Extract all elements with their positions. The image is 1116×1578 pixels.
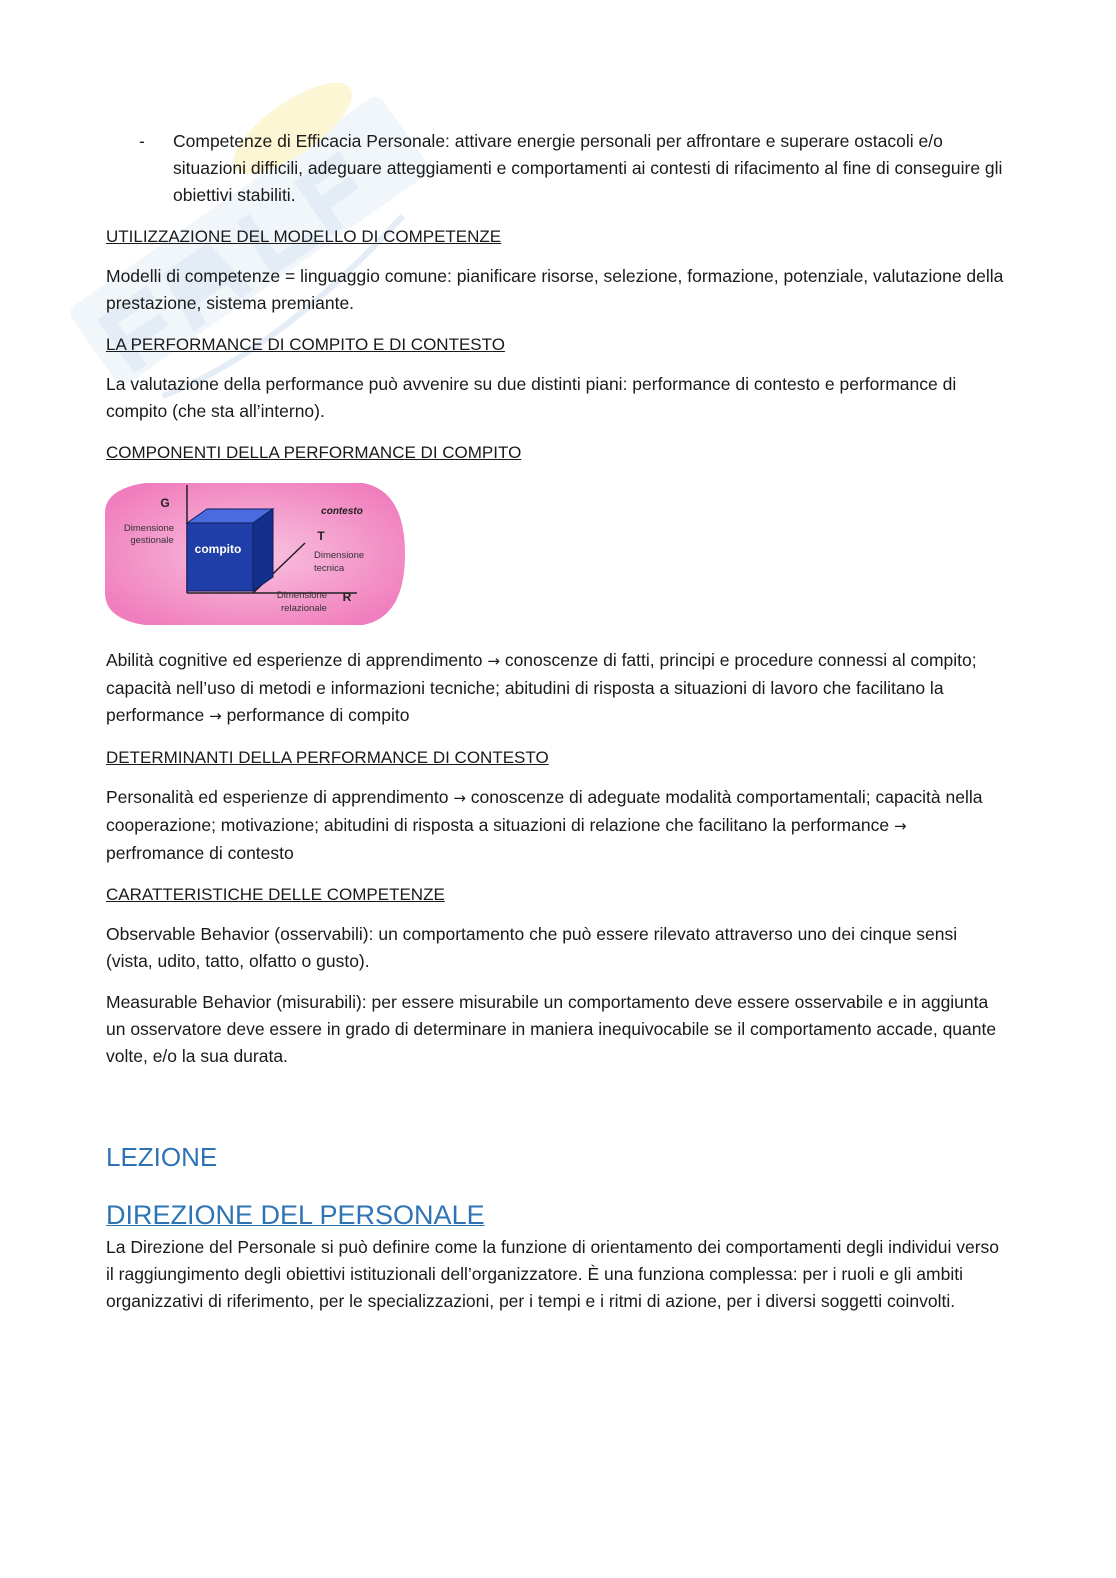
- paragraph-modelli: Modelli di competenze = linguaggio comune: pianificare risorse, selezione, formazione, potenziale, valutazione della prestazione, sistema premiante.: [106, 266, 1004, 313]
- lezione-heading: LEZIONE: [106, 1142, 218, 1172]
- g-dimension-line1: Dimensione: [123, 523, 175, 534]
- section-heading-determinanti: DETERMINANTI DELLA PERFORMANCE DI CONTESTO: [106, 748, 549, 767]
- abilita-part-b: conoscenze di fatti, principi e procedure connessi al compito; capacità nell’uso di metodi e informazioni tecniche; abitudini di risposta a situazioni di lavoro che facilitano la performance: [106, 650, 977, 725]
- document-page: [106, 128, 1006, 1329]
- paragraph-direzione: La Direzione del Personale si può definire come la funzione di orientamento dei comportamenti degli individui verso il raggiungimento degli obiettivi istituzionali dell’organizzatore. È una funziona complessa: per i ruoli e gli ambiti organizzativi di riferimento, per le specializzazioni, per i tempi e i ritmi di azione, per i diversi soggetti coinvolti.: [106, 1237, 1000, 1311]
- bullet-text: Competenze di Efficacia Personale: attivare energie personali per affrontare e superare ostacoli e/o situazioni difficili, adeguare atteggiamenti e comportamenti ai contesti di rifacimento al fine di conseguire gli obiettivi stabiliti.: [173, 131, 1003, 205]
- personalita-part-c: perfromance di contesto: [106, 843, 294, 863]
- section-heading-performance: LA PERFORMANCE DI COMPITO E DI CONTESTO: [106, 335, 505, 354]
- direzione-heading: DIREZIONE DEL PERSONALE: [106, 1200, 485, 1230]
- t-dimension-line2: tecnica: [314, 563, 345, 574]
- section-heading-caratteristiche: CARATTERISTICHE DELLE COMPETENZE: [106, 885, 445, 904]
- r-label: R: [342, 590, 352, 604]
- personalita-part-b: conoscenze di adeguate modalità comportamentali; capacità nella cooperazione; motivazione; abitudini di risposta a situazioni di relazione che facilitano la performance: [106, 787, 983, 835]
- t-label: T: [317, 529, 325, 543]
- g-label: G: [160, 496, 170, 510]
- r-dimension-line2: relazionale: [281, 603, 327, 614]
- cube-front: [187, 523, 253, 591]
- performance-diagram: [105, 481, 405, 627]
- paragraph-valutazione: La valutazione della performance può avvenire su due distinti piani: performance di contesto e performance di compito (che sta all’interno).: [106, 374, 957, 421]
- arrow-icon: →: [453, 789, 466, 807]
- bullet-item: [139, 128, 1006, 209]
- t-dimension-line1: Dimensione: [314, 550, 365, 561]
- section-heading-utilizzazione: UTILIZZAZIONE DEL MODELLO DI COMPETENZE: [106, 227, 502, 246]
- paragraph-abilita: [106, 647, 1006, 730]
- contesto-label: contesto: [321, 506, 363, 517]
- paragraph-measurable: Measurable Behavior (misurabili): per essere misurabile un comportamento deve essere osservabile e in aggiunta un osservatore deve essere in grado di determinare in maniera inequivocabile se il comportamento accade, quante volte, e/o la sua durata.: [106, 992, 997, 1066]
- paragraph-observable: Observable Behavior (osservabili): un comportamento che può essere rilevato attraverso uno dei cinque sensi (vista, udito, tatto, olfatto o gusto).: [106, 924, 958, 971]
- abilita-part-a: Abilità cognitive ed esperienze di apprendimento: [106, 650, 483, 670]
- personalita-part-a: Personalità ed esperienze di apprendimento: [106, 787, 449, 807]
- cube-side: [253, 509, 273, 591]
- g-dimension-line2: gestionale: [130, 535, 174, 546]
- arrow-icon: →: [487, 652, 500, 670]
- bullet-dash: -: [139, 131, 145, 151]
- abilita-part-c: performance di compito: [226, 705, 410, 725]
- cube-label: compito: [194, 542, 242, 556]
- r-dimension-line1: Dimensione: [276, 590, 328, 601]
- paragraph-personalita: [106, 784, 1006, 867]
- arrow-icon: →: [209, 707, 222, 725]
- arrow-icon: →: [893, 817, 907, 835]
- section-heading-componenti: COMPONENTI DELLA PERFORMANCE DI COMPITO: [106, 443, 522, 462]
